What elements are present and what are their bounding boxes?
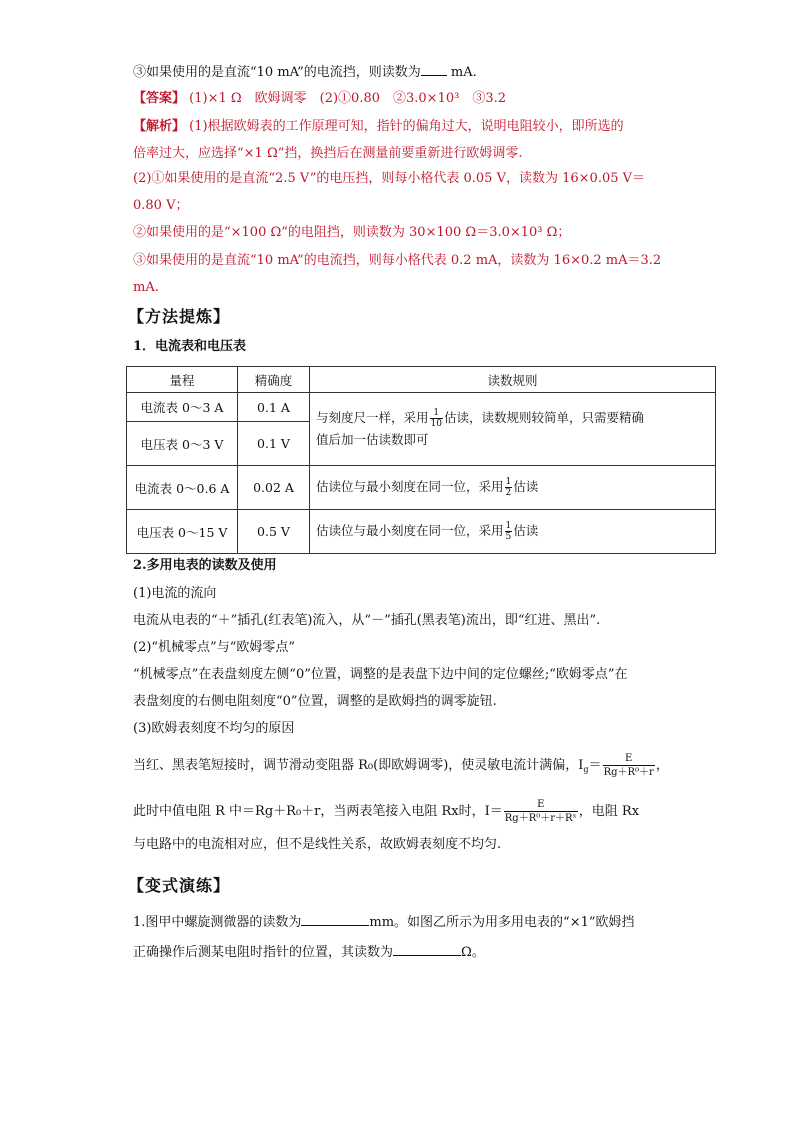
formula-line-1: 当红、黑表笔短接时，调节滑动变阻器 R₀(即欧姆调零)，使灵敏电流计满偏，$I_g=$ $\frac{E}{\text{Rg＋R⁰＋r}}$ ， <box>133 753 669 778</box>
subsection-1-text: 电流从电表的“＋”插孔(红表笔)流入，从“－”插孔(黑表笔)流出，即“红进、黑出”. <box>133 613 601 628</box>
section-1-title: 1．电流表和电压表 <box>133 339 247 354</box>
subsection-3-title: (3)欧姆表刻度不均匀的原因 <box>133 721 295 736</box>
header-range: 量程 <box>127 367 238 393</box>
section-2-title: 2.多用电表的读数及使用 <box>133 558 277 573</box>
variant-heading: 【变式演练】 <box>128 876 231 895</box>
fraction: $\frac{1}{10}$ <box>430 408 442 429</box>
method-heading: 【方法提炼】 <box>128 307 231 326</box>
subsection-1-title: (1)电流的流向 <box>133 586 217 601</box>
precision-cell: 0.5 V <box>238 510 310 554</box>
range-cell: 电流表 0～3 A <box>127 393 238 422</box>
range-cell: 电压表 0～3 V <box>127 422 238 466</box>
rule-cell: 估读位与最小刻度在同一位，采用 $\frac{1}{2}$ 估读 <box>310 466 716 510</box>
header-rule: 读数规则 <box>310 367 716 393</box>
range-cell: 电流表 0～0.6 A <box>127 466 238 510</box>
header-precision: 精确度 <box>238 367 310 393</box>
answer-blank <box>393 942 461 956</box>
fraction: $\frac{E}{\text{Rg＋R⁰＋r＋Rˣ}}$ <box>504 799 577 824</box>
analysis-line-2: 倍率过大，应选择“×1 Ω”挡，换挡后在测量前要重新进行欧姆调零. <box>133 146 523 161</box>
analysis-line-1: 【解析】 (1)根据欧姆表的工作原理可知，指针的偏角过大，说明电阻较小，即所选的 <box>133 119 624 134</box>
answer-text: (1)×1 Ω 欧姆调零 (2)①0.80 ②3.0×10³ ③3.2 <box>189 91 506 106</box>
meter-reading-table <box>126 366 716 554</box>
answer-blank <box>301 912 369 926</box>
range-cell: 电压表 0～15 V <box>127 510 238 554</box>
fraction: $\frac{1}{5}$ <box>505 521 512 542</box>
precision-cell: 0.1 V <box>238 422 310 466</box>
analysis-label: 【解析】 <box>133 119 186 134</box>
exercise-line-1: 1.图甲中螺旋测微器的读数为 mm。如图乙所示为用多用电表的“×1”欧姆挡 <box>133 912 635 932</box>
answer-label: 【答案】 <box>133 91 186 106</box>
analysis-line-4: 0.80 V； <box>133 198 189 213</box>
analysis-line-3: (2)①如果使用的是直流“2.5 V”的电压挡，则每小格代表 0.05 V，读数为 16×0.05 V＝ <box>133 171 646 186</box>
analysis-line-7: mA. <box>133 280 159 295</box>
formula-line-2: 此时中值电阻 R 中＝Rg＋R₀＋r，当两表笔接入电阻 Rx时，I＝ $\frac{E}{\text{Rg＋R⁰＋r＋Rˣ}}$ ，电阻 Rx <box>133 799 640 824</box>
subsection-2-line-1: “机械零点”在表盘刻度左侧“0”位置，调整的是表盘下边中间的定位螺丝;“欧姆零点”在 <box>133 667 628 682</box>
answer-line <box>133 90 506 108</box>
answer-blank <box>421 62 447 76</box>
subsection-2-line-2: 表盘刻度的右侧电阻刻度“0”位置，调整的是欧姆挡的调零旋钮. <box>133 694 497 709</box>
question-3-line: ③如果使用的是直流“10 mA”的电流挡，则读数为 mA. <box>133 62 477 82</box>
analysis-line-6: ③如果使用的是直流“10 mA”的电流挡，则每小格代表 0.2 mA，读数为 16×0.2 mA＝3.2 <box>133 253 662 268</box>
subsection-2-title: (2)“机械零点”与“欧姆零点” <box>133 640 295 655</box>
precision-cell: 0.1 A <box>238 393 310 422</box>
fraction: $\frac{1}{2}$ <box>505 477 512 498</box>
rule-cell: 估读位与最小刻度在同一位，采用 $\frac{1}{5}$ 估读 <box>310 510 716 554</box>
precision-cell: 0.02 A <box>238 466 310 510</box>
exercise-line-2: 正确操作后测某电阻时指针的位置，其读数为 Ω。 <box>133 942 485 962</box>
fraction: $\frac{E}{\text{Rg＋R⁰＋r}}$ <box>603 753 654 778</box>
analysis-line-5: ②如果使用的是“×100 Ω”的电阻挡，则读数为 30×100 Ω＝3.0×10³ Ω； <box>133 225 571 240</box>
rule-cell: 与刻度尺一样，采用 $\frac{1}{10}$ 估读，读数规则较简单，只需要精确 值后加一估读数即可 <box>310 393 716 466</box>
subsection-3-conclusion: 与电路中的电流相对应，但不是线性关系，故欧姆表刻度不均匀. <box>133 837 502 852</box>
